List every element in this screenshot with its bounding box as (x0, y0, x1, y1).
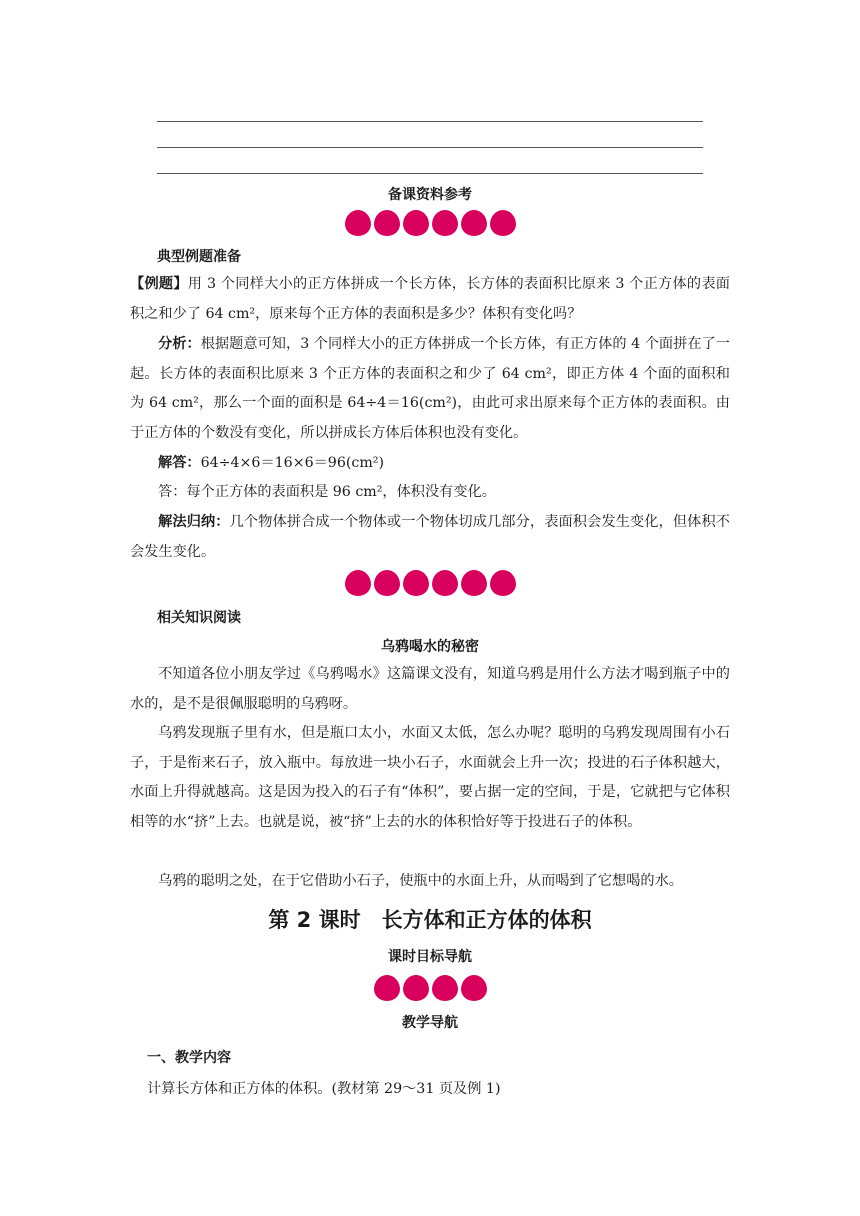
solution-paragraph (130, 449, 730, 479)
answer-line (157, 121, 703, 122)
example-paragraph (130, 270, 730, 329)
dot-icon (403, 210, 429, 236)
story-title: 乌鸦喝水的秘密 (381, 639, 479, 655)
dot-icon (403, 570, 429, 596)
story-paragraph (130, 660, 730, 719)
dot-icon (432, 210, 458, 236)
related-heading: 相关知识阅读 (157, 610, 241, 626)
decorative-dots (0, 210, 860, 236)
dot-icon (345, 210, 371, 236)
decorative-dots (0, 570, 860, 596)
dot-icon (432, 975, 458, 1001)
method-paragraph (130, 508, 730, 567)
typical-heading: 典型例题准备 (157, 249, 241, 265)
answer-line (157, 147, 703, 148)
dot-icon (374, 975, 400, 1001)
method-label: 解法归纳： (158, 514, 230, 530)
story-text: 不知道各位小朋友学过《乌鸦喝水》这篇课文没有，知道乌鸦是用什么方法才喝到瓶子中的水的，是不是很佩服聪明的乌鸦呀。 (130, 666, 730, 712)
dot-icon (403, 975, 429, 1001)
answer-paragraph (130, 478, 730, 508)
lesson-title: 第 2 课时 长方体和正方体的体积 (268, 908, 592, 932)
dot-icon (490, 570, 516, 596)
example-text: 用 3 个同样大小的正方体拼成一个长方体，长方体的表面积比原来 3 个正方体的表面积之和少了 64 cm²，原来每个正方体的表面积是多少？体积有变化吗？ (130, 276, 730, 322)
decorative-dots (0, 975, 860, 1001)
example-tag: 【例题】 (130, 276, 188, 292)
answer-text: 答：每个正方体的表面积是 96 cm²，体积没有变化。 (158, 484, 496, 500)
content-line: 计算长方体和正方体的体积。(教材第 29～31 页及例 1) (147, 1081, 501, 1097)
section-heading: 一、教学内容 (147, 1050, 231, 1066)
dot-icon (461, 570, 487, 596)
answer-line (157, 173, 703, 174)
solution-text: 64÷4×6＝16×6＝96(cm²) (200, 455, 385, 471)
teach-nav-title: 教学导航 (402, 1015, 458, 1031)
goal-nav-title: 课时目标导航 (388, 949, 472, 965)
dot-icon (461, 975, 487, 1001)
analysis-label: 分析： (158, 336, 201, 352)
dot-icon (345, 570, 371, 596)
method-text: 几个物体拼合成一个物体或一个物体切成几部分，表面积会发生变化，但体积不会发生变化。 (130, 514, 730, 560)
dot-icon (490, 210, 516, 236)
story-text: 乌鸦的聪明之处，在于它借助小石子，使瓶中的水面上升，从而喝到了它想喝的水。 (158, 873, 683, 889)
dot-icon (461, 210, 487, 236)
analysis-text: 根据题意可知，3 个同样大小的正方体拼成一个长方体，有正方体的 4 个面拼在了一起。长方体的表面积比原来 3 个正方体的表面积之和少了 64 cm²，即正方体 4 个面的面积和为 64 cm²，那么一个面的面积是 64÷4＝16(cm²)，由此可求出原来每个正方体的表面积。由于正方体的个数没有变化，所以拼成长方体后体积也没有变化。 (130, 336, 730, 441)
dot-icon (374, 570, 400, 596)
story-text: 乌鸦发现瓶子里有水，但是瓶口太小，水面又太低，怎么办呢？聪明的乌鸦发现周围有小石子，于是衔来石子，放入瓶中。每放进一块小石子，水面就会上升一次；投进的石子体积越大，水面上升得就越高。这是因为投入的石子有“体积”，要占据一定的空间，于是，它就把与它体积相等的水“挤”上去。也就是说，被“挤”上去的水的体积恰好等于投进石子的体积。 (130, 725, 730, 830)
analysis-paragraph (130, 330, 730, 448)
story-paragraph (130, 867, 730, 897)
dot-icon (432, 570, 458, 596)
solution-label: 解答： (158, 455, 201, 471)
section-title: 备课资料参考 (388, 187, 472, 203)
dot-icon (374, 210, 400, 236)
story-paragraph (130, 719, 730, 837)
